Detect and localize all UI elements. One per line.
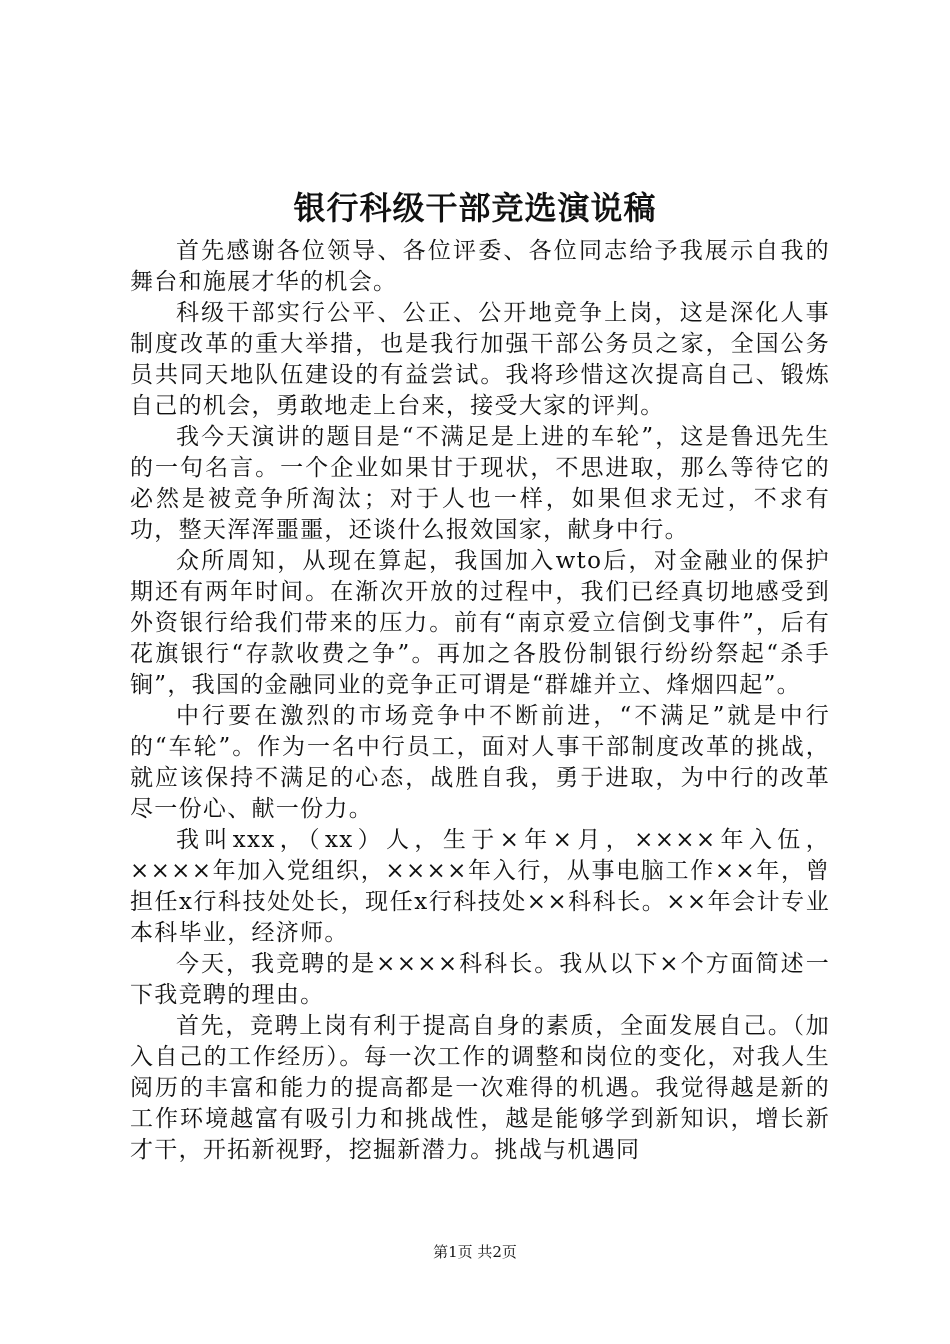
paragraph-6: 我叫xxx，（xx）人，生于×年×月，××××年入伍，××××年加入党组织，××××年入行，从事电脑工作××年，曾担任x行科技处处长，现任x行科技处××科科长。××年会计专业本科毕业，经济师。 [130, 827, 830, 946]
paragraph-7: 今天，我竞聘的是××××科科长。我从以下×个方面简述一下我竞聘的理由。 [130, 951, 830, 1008]
document-body [130, 236, 830, 1166]
paragraph-2: 科级干部实行公平、公正、公开地竞争上岗，这是深化人事制度改革的重大举措，也是我行加强干部公务员之家，全国公务员共同天地队伍建设的有益尝试。我将珍惜这次提高自己、锻炼自己的机会，勇敢地走上台来，接受大家的评判。 [130, 300, 830, 419]
paragraph-5: 中行要在激烈的市场竞争中不断前进，“不满足”就是中行的“车轮”。作为一名中行员工，面对人事干部制度改革的挑战，就应该保持不满足的心态，战胜自我，勇于进取，为中行的改革尽一份心、献一份力。 [130, 703, 830, 822]
document-title: 银行科级干部竞选演说稿 [293, 189, 657, 227]
paragraph-3: 我今天演讲的题目是“不满足是上进的车轮”，这是鲁迅先生的一句名言。一个企业如果甘于现状，不思进取，那么等待它的必然是被竞争所淘汰；对于人也一样，如果但求无过，不求有功，整天浑浑噩噩，还谈什么报效国家，献身中行。 [130, 424, 830, 543]
page-footer: 第1页 共2页 [433, 1243, 517, 1261]
paragraph-8: 首先，竞聘上岗有利于提高自身的素质，全面发展自己。（加入自己的工作经历）。每一次工作的调整和岗位的变化，对我人生阅历的丰富和能力的提高都是一次难得的机遇。我觉得越是新的工作环境越富有吸引力和挑战性，越是能够学到新知识，增长新才干，开拓新视野，挖掘新潜力。挑战与机遇同 [130, 1013, 830, 1163]
paragraph-1: 首先感谢各位领导、各位评委、各位同志给予我展示自我的舞台和施展才华的机会。 [130, 238, 830, 295]
paragraph-4: 众所周知，从现在算起，我国加入wto后，对金融业的保护期还有两年时间。在渐次开放的过程中，我们已经真切地感受到外资银行给我们带来的压力。前有“南京爱立信倒戈事件”，后有花旗银行“存款收费之争”。再加之各股份制银行纷纷祭起“杀手锏”，我国的金融同业的竞争正可谓是“群雄并立、烽烟四起”。 [130, 548, 830, 698]
